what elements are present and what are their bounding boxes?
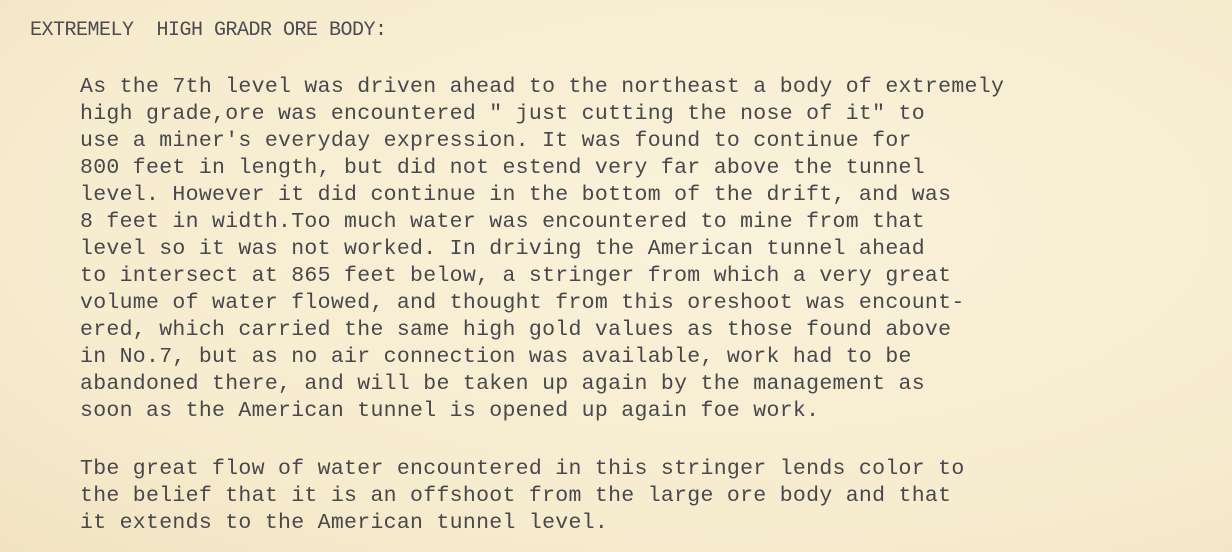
text-line: 800 feet in length, but did not estend very far above the tunnel: [80, 156, 925, 180]
text-line: level so it was not worked. In driving the American tunnel ahead: [80, 237, 925, 261]
text-line: volume of water flowed, and thought from this oreshoot was encount-: [80, 291, 965, 315]
text-line: the belief that it is an offshoot from the large ore body and that: [80, 484, 952, 508]
text-line: use a miner's everyday expression. It was found to continue for: [80, 129, 912, 153]
text-line: level. However it did continue in the bottom of the drift, and was: [80, 183, 952, 207]
text-line: to intersect at 865 feet below, a stringer from which a very great: [80, 264, 952, 288]
section-heading: EXTREMELY HIGH GRADR ORE BODY:: [30, 19, 387, 42]
text-line: high grade,ore was encountered " just cutting the nose of it" to: [80, 102, 925, 126]
text-line: in No.7, but as no air connection was available, work had to be: [80, 345, 912, 369]
text-line: soon as the American tunnel is opened up again foe work.: [80, 399, 820, 423]
text-line: abandoned there, and will be taken up again by the management as: [80, 372, 925, 396]
text-line: 8 feet in width.Too much water was encountered to mine from that: [80, 210, 925, 234]
text-line: Tbe great flow of water encountered in this stringer lends color to: [80, 457, 965, 481]
text-line: As the 7th level was driven ahead to the northeast a body of extremely: [80, 75, 1005, 99]
text-line: ered, which carried the same high gold values as those found above: [80, 318, 952, 342]
paragraph-ore-body: [80, 74, 1004, 425]
paragraph-water-flow: [80, 456, 965, 537]
text-line: it extends to the American tunnel level.: [80, 511, 609, 535]
